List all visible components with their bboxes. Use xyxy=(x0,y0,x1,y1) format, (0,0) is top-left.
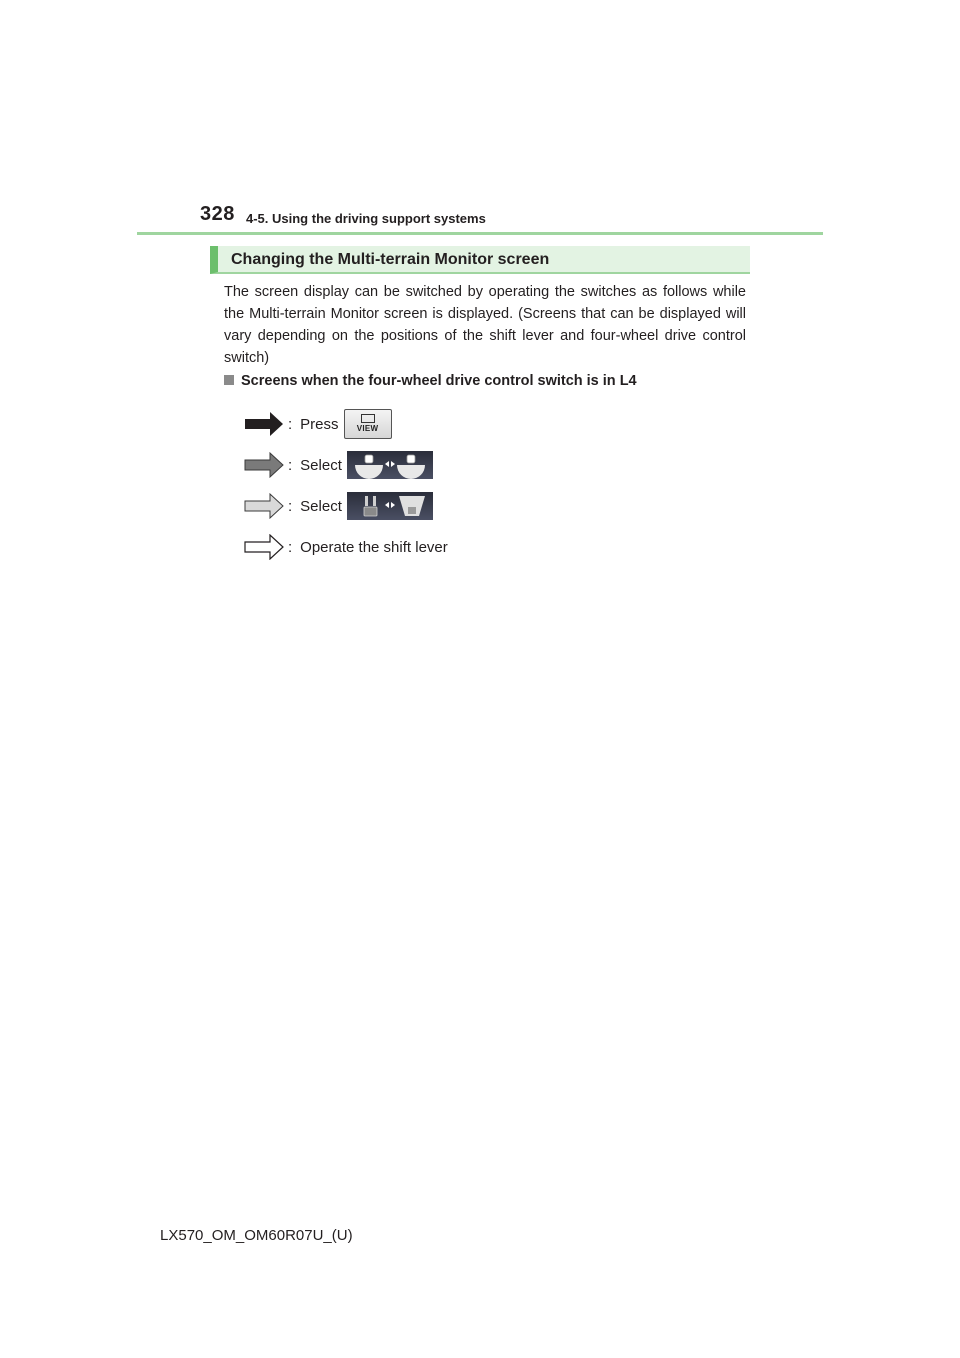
gray-arrow-icon xyxy=(244,452,284,478)
subheading-text: Screens when the four-wheel drive control switch is in L4 xyxy=(241,373,637,389)
body-paragraph: The screen display can be switched by operating the switches as follows while the Multi-terrain Monitor screen is displayed. (Screens that can be displayed will vary depending on the positions of the shift lever and four-wheel drive control switch) xyxy=(224,284,746,366)
outline-arrow-icon xyxy=(244,534,284,560)
legend-row-press xyxy=(244,409,392,439)
legend-row-select-1 xyxy=(244,450,433,480)
legend-colon: : xyxy=(288,497,293,515)
underfloor-switch-icon xyxy=(347,492,433,520)
front-side-switch-icon xyxy=(347,451,433,479)
view-button-text: VIEW xyxy=(356,424,379,433)
legend-label: Press xyxy=(300,415,339,433)
section-heading: Changing the Multi-terrain Monitor screen xyxy=(231,251,550,268)
section-title: 4-5. Using the driving support systems xyxy=(246,211,486,226)
section-heading-bar xyxy=(210,246,750,274)
subheading xyxy=(224,373,637,389)
legend-label: Select xyxy=(300,456,342,474)
legend-row-shift-lever xyxy=(244,532,453,562)
legend-label: Operate the shift lever xyxy=(300,538,448,556)
view-button-icon xyxy=(344,409,392,439)
camera-icon xyxy=(361,414,375,423)
light-gray-arrow-icon xyxy=(244,493,284,519)
legend-colon: : xyxy=(288,538,293,556)
footer-document-code: LX570_OM_OM60R07U_(U) xyxy=(160,1227,353,1244)
black-arrow-icon xyxy=(244,411,284,437)
bullet-square-icon xyxy=(224,375,234,385)
legend-colon: : xyxy=(288,415,293,433)
page-number: 328 xyxy=(200,203,235,225)
header-rule xyxy=(137,232,823,235)
legend-colon: : xyxy=(288,456,293,474)
legend-label: Select xyxy=(300,497,342,515)
legend-row-select-2 xyxy=(244,491,433,521)
